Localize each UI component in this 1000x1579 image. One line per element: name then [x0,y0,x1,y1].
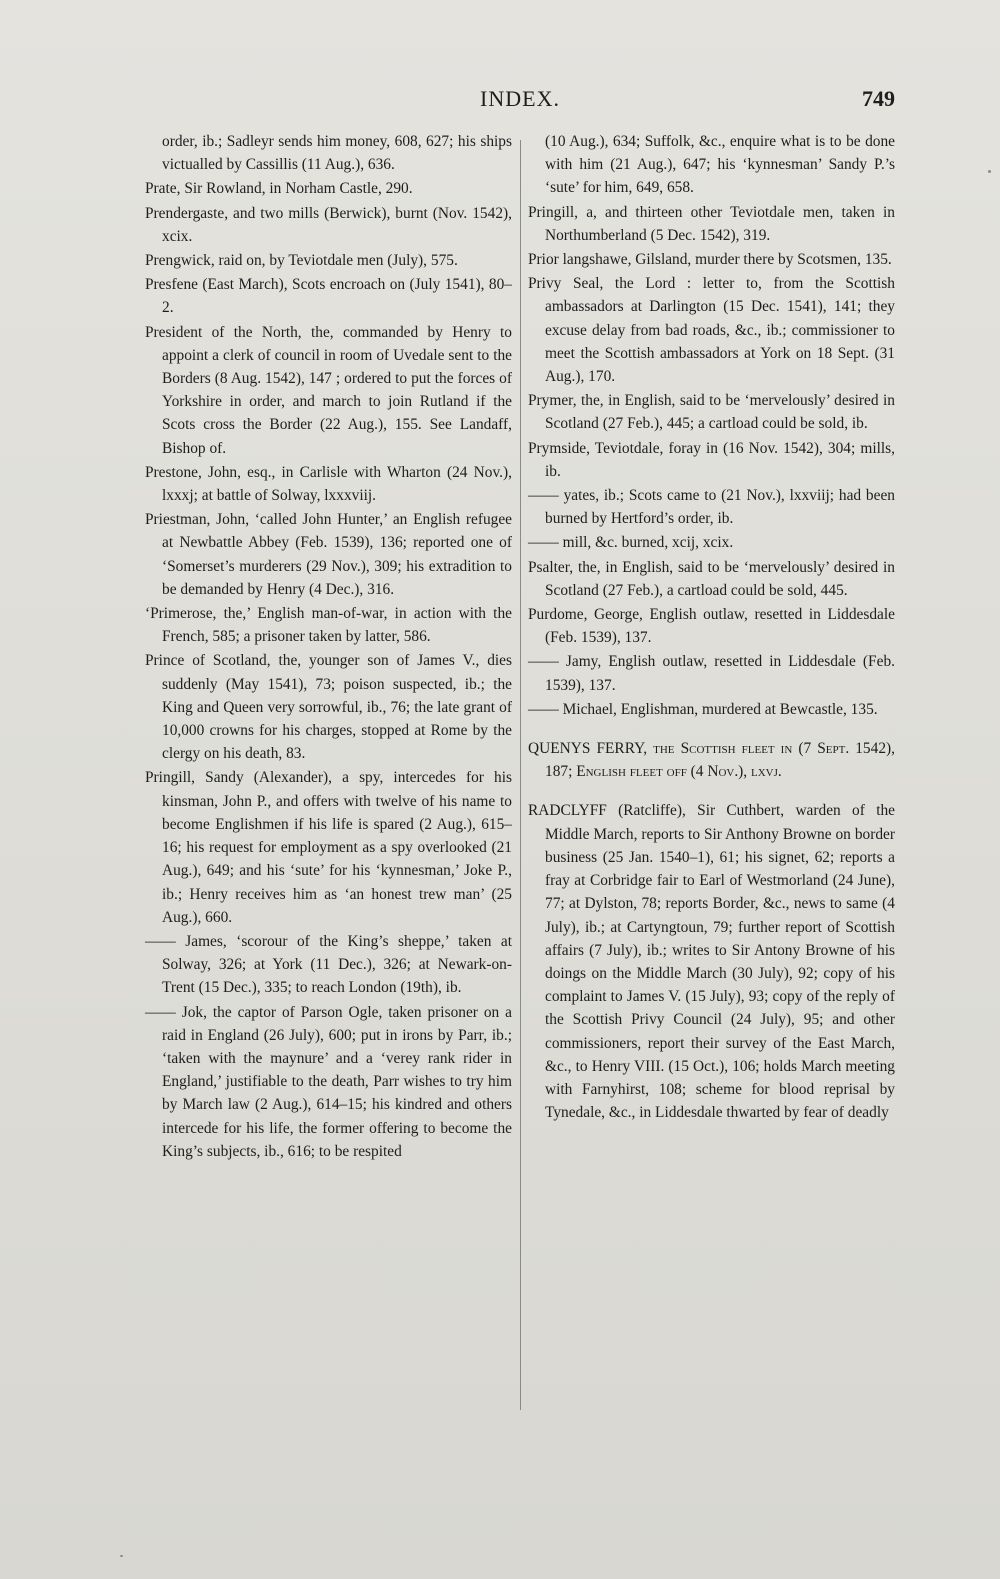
column-divider [520,140,521,1410]
index-entry: Prymer, the, in English, said to be ‘mervelously’ desired in Scotland (27 Feb.), 445; a cartload could be sold, ib. [528,392,895,433]
index-entry: Prior langshawe, Gilsland, murder there by Scotsmen, 135. [528,251,892,269]
running-header [145,86,895,122]
right-column [528,130,895,1125]
index-entry: President of the North, the, commanded by Henry to appoint a clerk of council in room of Uvedale sent to the Borders (8 Aug. 1542), 147 ; ordered to put the forces of Yorkshire in order, and march to join Rutland if the Scots cross the Border (22 Aug.), 155. See Landaff, Bishop of. [145,323,512,457]
left-column [145,130,512,1164]
index-entry: Prestone, John, esq., in Carlisle with Wharton (24 Nov.), lxxxj; at battle of Solway, lxxxviij. [145,463,512,505]
index-entry: Psalter, the, in English, said to be ‘mervelously’ desired in Scotland (27 Feb.), a cartload could be sold, 445. [528,558,895,599]
index-entry: order, ib.; Sadleyr sends him money, 608, 627; his ships victualled by Cassillis (11 Aug.), 636. [162,133,512,174]
page-number: 749 [862,86,895,111]
index-subentry: —— Jok, the captor of Parson Ogle, taken prisoner on a raid in England (26 July), 600; put in irons by Parr, ib.; ‘taken with the maynure’ and a ‘verey rank rider in England,’ justifiable to the death, Parr wishes to try him by March law (2 Aug.), 614–15; his kindred and others intercede for his life, the former offering to become the King’s subjects, ib., 616; to be respited [145,1003,512,1160]
index-entry: Priestman, John, ‘called John Hunter,’ an English refugee at Newbattle Abbey (Feb. 1539), 136; reported one of ‘Somerset’s murderers (29 Nov.), 309; his extradition to be demanded by Henry (4 Dec.), 316. [145,511,512,598]
index-entry: (10 Aug.), 634; Suffolk, &c., enquire what is to be done with him (21 Aug.), 647; his ‘kynnesman’ Sandy P.’s ‘sute’ for him, 649, 658. [545,133,895,197]
index-entry: ‘Primerose, the,’ English man-of-war, in action with the French, 585; a prisoner taken by latter, 586. [145,605,512,646]
paper-speck [120,1555,123,1557]
index-entry: Prate, Sir Rowland, in Norham Castle, 290. [145,180,413,198]
index-entry: Presfene (East March), Scots encroach on (July 1541), 80–2. [145,276,512,317]
index-entry-section-r: RADCLYFF (Ratcliffe), Sir Cuthbert, warden of the Middle March, reports to Sir Anthony Browne on border business (25 Jan. 1540–1), 61; his signet, 62; reports a fray at Corbridge fair to Earl of Westmorland (24 June), 77; at Dylston, 78; reports Border, &c., news to same (4 July), ib.; at Cartyngtoun, 79; further report of Scottish affairs (7 July), ib.; writes to Sir Antony Browne of his doings on the Middle March (30 July), 92; copy of his complaint to James V. (15 July), 93; copy of the reply of the Scottish Privy Council (24 July), 95; and other commissioners, report their survey of the East March, &c., to Henry VIII. (15 Oct.), 106; holds March meeting with Farnyhirst, 108; scheme for blood reprisal by Tynedale, &c., in Liddesdale thwarted by fear of deadly [528,802,895,1122]
index-entry: Prengwick, raid on, by Teviotdale men (July), 575. [145,252,458,270]
index-entry: Privy Seal, the Lord : letter to, from the Scottish ambassadors at Darlington (15 Dec. 1541), 141; they excuse delay from bad roads, &c., ib.; commissioner to meet the Scottish ambassadors at York on 18 Sept. (31 Aug.), 170. [528,275,895,386]
index-subentry: —— Michael, Englishman, murdered at Bewcastle, 135. [528,700,878,718]
index-entry-section-q: QUENYS FERRY, the Scottish fleet in (7 Sept. 1542), 187; English fleet off (4 Nov.), lxvj. [528,740,895,781]
index-entry: Prince of Scotland, the, younger son of James V., dies suddenly (May 1541), 73; poison suspected, ib.; the King and Queen very sorrowful, ib., 76; the late grant of 10,000 crowns for his charges, stopped at Rome by the clergy on his death, 83. [145,652,512,763]
page-title: INDEX. [480,86,560,111]
index-entry: Purdome, George, English outlaw, resetted in Liddesdale (Feb. 1539), 137. [528,606,895,647]
paper-speck [988,170,991,173]
index-entry: Prendergaste, and two mills (Berwick), burnt (Nov. 1542), xcix. [145,204,512,245]
index-subentry: —— yates, ib.; Scots came to (21 Nov.), lxxviij; had been burned by Hertford’s order, ib. [528,487,895,528]
index-entry: Pringill, Sandy (Alexander), a spy, intercedes for his kinsman, John P., and offers with twelve of his name to become Englishmen if his life is spared (2 Aug.), 615–16; his request for employment as a spy overlooked (21 Aug.), 649; and his ‘sute’ for his ‘kynnesman,’ Joke P., ib.; Henry receives him as ‘an honest trew man’ (25 Aug.), 660. [145,769,512,926]
index-entry: Prymside, Teviotdale, foray in (16 Nov. 1542), 304; mills, ib. [528,439,895,480]
index-subentry: —— Jamy, English outlaw, resetted in Liddesdale (Feb. 1539), 137. [528,653,895,694]
index-subentry: —— James, ‘scorour of the King’s sheppe,’ taken at Solway, 326; at York (11 Dec.), 326; at Newark-on-Trent (15 Dec.), 335; to reach London (19th), ib. [145,932,512,997]
index-entry: Pringill, a, and thirteen other Teviotdale men, taken in Northumberland (5 Dec. 1542), 319. [528,203,895,244]
index-subentry: —— mill, &c. burned, xcij, xcix. [528,534,734,552]
